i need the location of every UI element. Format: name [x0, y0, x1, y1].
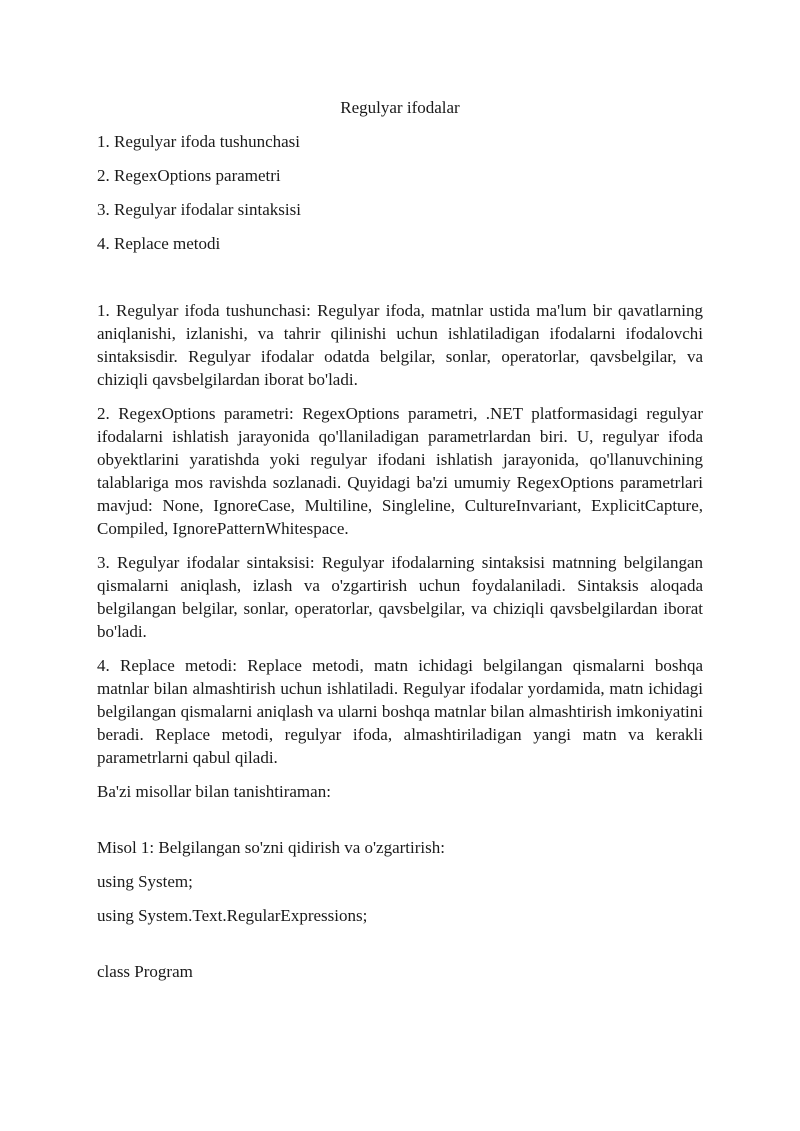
toc-item-1: 1. Regulyar ifoda tushunchasi [97, 132, 301, 151]
toc-item-4: 4. Replace metodi [97, 234, 221, 253]
code-line-3: class Program [97, 962, 193, 981]
paragraph-regex-syntax: 3. Regulyar ifodalar sintaksisi: Regulyar ifodalarning sintaksisi matnning belgilangan qismalarni aniqlash, izlash va o'zgartirish uchun foydalaniladi. Sintaksis aloqada belgilangan belgilar, sonlar, operatorlar, qavsbelgilar, va chiziqli qavsbelgilardan iborat bo'ladi. [97, 553, 703, 641]
toc-item-3: 3. Regulyar ifodalar sintaksisi [97, 200, 301, 219]
code-line-1: using System; [97, 872, 193, 891]
spacer [97, 266, 703, 299]
paragraph-regexoptions: 2. RegexOptions parametri: RegexOptions parametri, .NET platformasidagi regulyar ifodalarni ishlatish jarayonida qo'llaniladigan parametrlardan biri. U, regulyar ifoda obyektlarini yaratishda yoki regulyar ifodani ishlatish jarayonida, qo'llanuvchining talablariga mos ravishda sozlanadi. Quyidagi ba'zi umumiy RegexOptions parametrlari mavjud: None, IgnoreCase, Multiline, Singleline, CultureInvariant, ExplicitCapture, Compiled, IgnorePatternWhitespace. [97, 404, 703, 538]
example-heading: Misol 1: Belgilangan so'zni qidirish va o'zgartirish: [97, 838, 445, 857]
paragraph-replace-method: 4. Replace metodi: Replace metodi, matn ichidagi belgilangan qismalarni boshqa matnlar bilan almashtirish uchun ishlatiladi. Regulyar ifodalar yordamida, matn ichidagi belgilangan qismalarni aniqlash va ularni boshqa matnlar bilan almashtirish imkoniyatini beradi. Replace metodi, regulyar ifoda, almashtiriladigan yangi matn va kerakli parametrlarni qabul qiladi. [97, 656, 703, 767]
document-title: Regulyar ifodalar [340, 98, 460, 117]
paragraph-regex-concept: 1. Regulyar ifoda tushunchasi: Regulyar ifoda, matnlar ustida ma'lum bir qavatlarning aniqlanishi, izlanishi, va tahrir qilinishi uchun ishlatiladigan ifodalarni ifodalovchi sintaksisdir. Regulyar ifodalar odatda belgilar, sonlar, operatorlar, qavsbelgilar, va chiziqli qavsbelgilardan iborat bo'ladi. [97, 301, 703, 389]
spacer [97, 814, 703, 836]
code-line-2: using System.Text.RegularExpressions; [97, 906, 368, 925]
spacer [97, 938, 703, 960]
document-page [97, 96, 703, 994]
examples-intro: Ba'zi misollar bilan tanishtiraman: [97, 782, 331, 801]
toc-item-2: 2. RegexOptions parametri [97, 166, 281, 185]
